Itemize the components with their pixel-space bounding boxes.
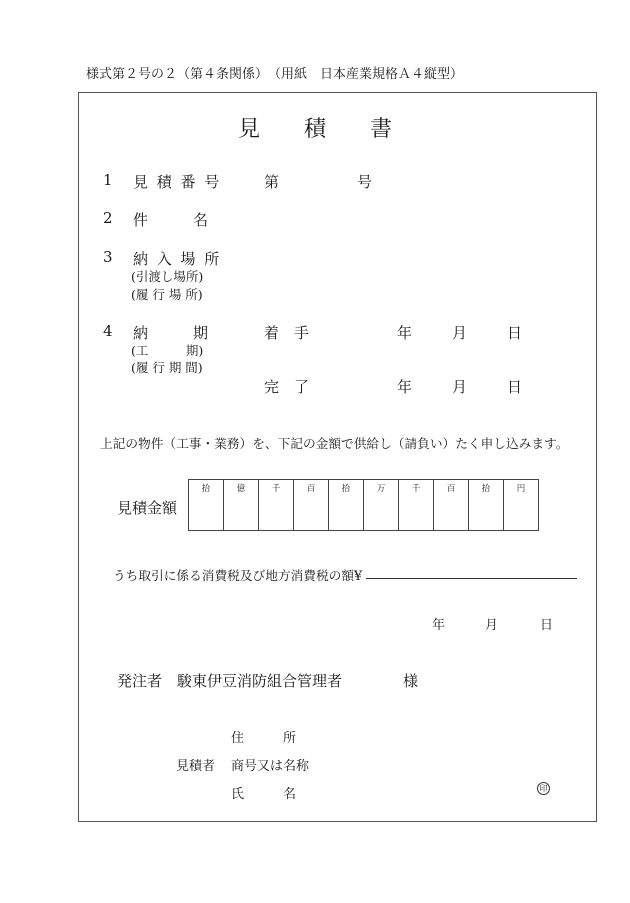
- item4-label: 納 期: [133, 324, 209, 342]
- amount-unit: 千: [411, 484, 421, 494]
- item3-sub2: (履 行 場 所): [131, 287, 203, 302]
- amount-cell[interactable]: [434, 480, 469, 531]
- period-start-label: 着 手: [264, 324, 310, 342]
- item1-label: 見 積 番 号: [133, 173, 222, 191]
- item4-number: 4: [103, 322, 113, 340]
- estimator-address-label: 住 所: [231, 731, 297, 746]
- tax-amount-line[interactable]: [366, 578, 577, 579]
- item2-number: 2: [103, 209, 113, 227]
- amount-unit: 拾: [481, 484, 491, 494]
- title-char-1: 見: [237, 117, 260, 142]
- amount-cell[interactable]: [504, 480, 539, 531]
- estimator-name-label: 氏 名: [231, 787, 297, 802]
- orderer-honorific: 様: [403, 672, 419, 690]
- seal-mark-icon: 印: [537, 782, 550, 795]
- item2-label: 件 名: [133, 211, 209, 229]
- item3-label: 納 入 場 所: [133, 250, 222, 268]
- estimator-company-label: 商号又は名称: [231, 759, 310, 774]
- amount-unit: 百: [306, 484, 316, 494]
- amount-label: 見積金額: [117, 499, 178, 517]
- title-char-2: 積: [303, 117, 326, 142]
- tax-label: うち取引に係る消費税及び地方消費税の額¥: [113, 568, 363, 583]
- amount-cell[interactable]: [294, 480, 329, 531]
- amount-cell[interactable]: [259, 480, 294, 531]
- amount-cell[interactable]: [364, 480, 399, 531]
- item1-dai: 第: [264, 173, 280, 191]
- date-day: 日: [540, 618, 554, 633]
- item4-sub2: (履 行 期 間): [131, 360, 203, 375]
- amount-unit: 円: [516, 484, 526, 494]
- date-year: 年: [432, 618, 446, 633]
- amount-cell[interactable]: [399, 480, 434, 531]
- period-end-label: 完 了: [264, 378, 310, 396]
- period-start-year: 年: [397, 324, 413, 342]
- item4-sub1: (工 期): [131, 343, 204, 358]
- form-number-note: 様式第２号の２（第４条関係） （用紙 日本産業規格Ａ４縦型）: [86, 67, 464, 82]
- period-start-month: 月: [452, 324, 468, 342]
- item1-number: 1: [103, 171, 113, 189]
- amount-cell[interactable]: [469, 480, 504, 531]
- period-end-year: 年: [397, 378, 413, 396]
- amount-table: [188, 479, 539, 531]
- orderer-label: 発注者: [117, 672, 163, 690]
- amount-unit: 百: [446, 484, 456, 494]
- period-start-day: 日: [507, 324, 523, 342]
- item3-number: 3: [103, 248, 113, 266]
- amount-unit: 千: [271, 484, 281, 494]
- date-month: 月: [485, 618, 499, 633]
- period-end-day: 日: [507, 378, 523, 396]
- estimator-label: 見積者: [176, 759, 216, 774]
- item3-sub1: (引渡し場所): [131, 269, 204, 284]
- document-title: [0, 112, 630, 143]
- amount-unit: 万: [376, 484, 386, 494]
- amount-cell[interactable]: [189, 480, 224, 531]
- amount-unit: 拾: [341, 484, 351, 494]
- amount-unit: 拾: [201, 484, 211, 494]
- amount-cell[interactable]: [224, 480, 259, 531]
- amount-unit: 億: [236, 484, 246, 494]
- title-char-3: 書: [370, 117, 393, 142]
- form-frame: [78, 92, 597, 822]
- item1-go: 号: [357, 173, 373, 191]
- amount-cell[interactable]: [329, 480, 364, 531]
- period-end-month: 月: [452, 378, 468, 396]
- orderer-name: 駿東伊豆消防組合管理者: [177, 672, 343, 690]
- application-statement: 上記の物件（工事・業務）を、下記の金額で供給し（請負い）たく申し込みます。: [100, 436, 569, 451]
